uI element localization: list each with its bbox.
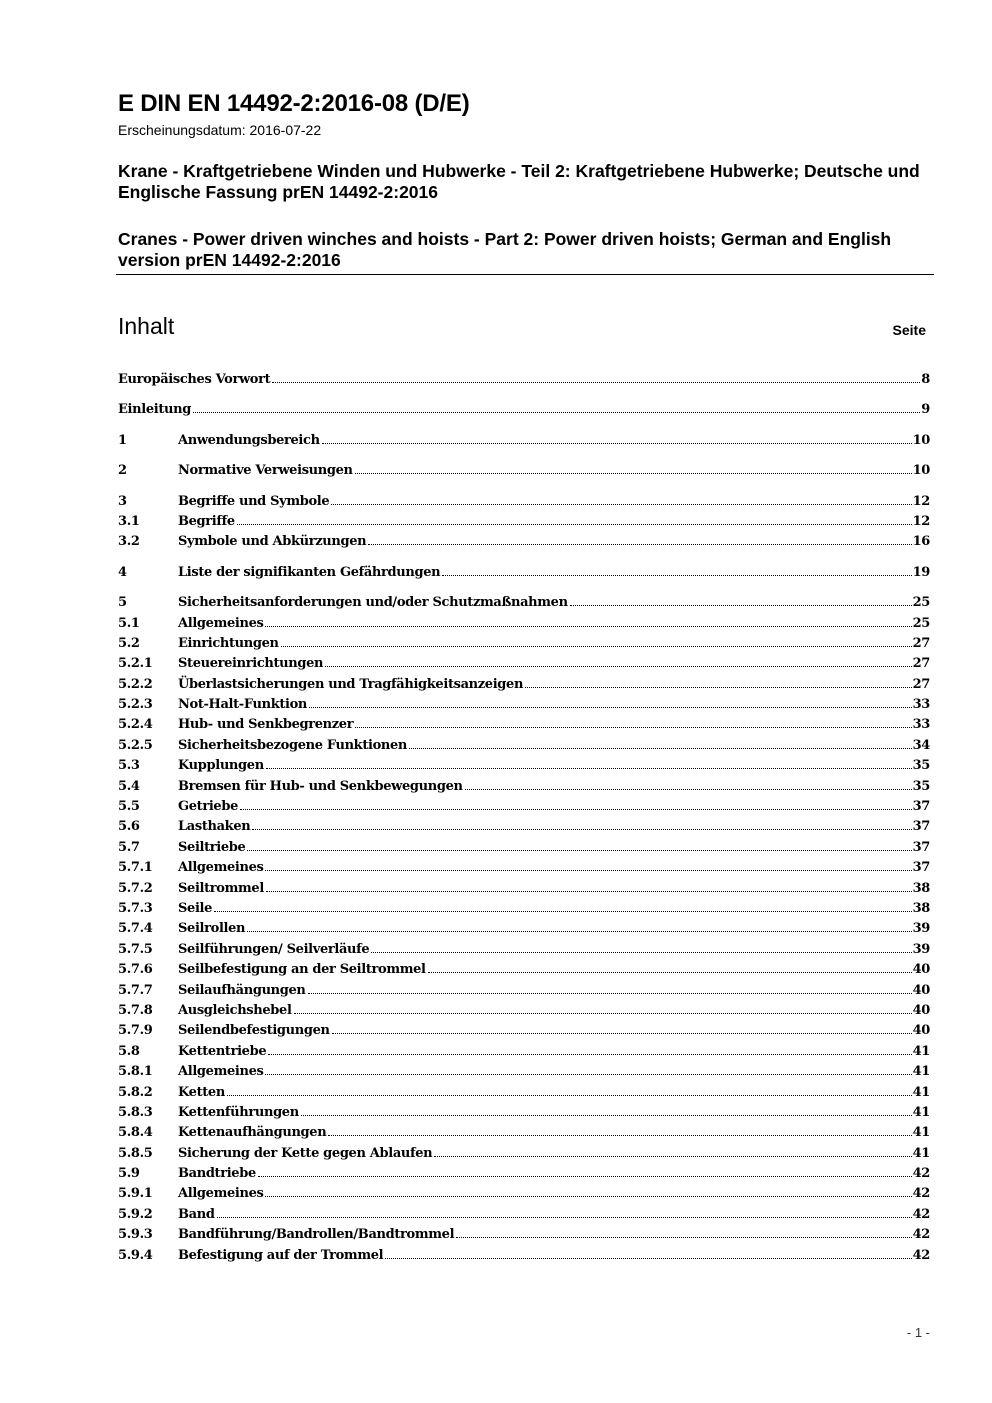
toc-entry-page: 10 <box>912 432 930 448</box>
toc-entry-title: Begriffe und Symbole <box>178 493 330 509</box>
publication-date: Erscheinungsdatum: 2016-07-22 <box>118 122 322 138</box>
toc-entry-number: 5.2.1 <box>118 656 153 672</box>
toc-entry-title: Normative Verweisungen <box>178 463 353 479</box>
document-id: E DIN EN 14492-2:2016-08 (D/E) <box>118 90 470 117</box>
toc-entry-number: 5.9.2 <box>118 1206 153 1222</box>
toc-entry[interactable] <box>118 634 930 654</box>
title-english: Cranes - Power driven winches and hoists - Part 2: Power driven hoists; German and English version prEN 14492-2:2016 <box>118 229 892 270</box>
toc-entry[interactable] <box>118 1225 930 1245</box>
toc-entry-title: Anwendungsbereich <box>178 432 320 448</box>
toc-dot-leader <box>385 1258 911 1259</box>
toc-dot-leader <box>252 829 911 830</box>
toc-entry-page: 27 <box>912 656 930 672</box>
toc-entry-number: 5.6 <box>118 819 140 835</box>
toc-entry-page: 38 <box>912 900 930 916</box>
toc-entry[interactable] <box>118 1205 930 1225</box>
toc-dot-leader <box>294 1013 912 1014</box>
toc-entry-page: 40 <box>912 1002 930 1018</box>
toc-entry-page: 42 <box>912 1227 930 1243</box>
toc-entry-title: Seiltrommel <box>178 880 264 896</box>
toc-entry[interactable] <box>118 400 930 420</box>
toc-entry-page: 27 <box>912 676 930 692</box>
toc-entry-page: 25 <box>912 615 930 631</box>
toc-entry-page: 9 <box>921 402 930 418</box>
page-number: - 1 - <box>906 1325 930 1340</box>
toc-entry-page: 41 <box>912 1043 930 1059</box>
toc-entry[interactable] <box>118 1144 930 1164</box>
toc-entry-number: 1 <box>118 432 127 448</box>
toc-entry-title: Getriebe <box>178 799 238 815</box>
toc-entry-page: 41 <box>912 1084 930 1100</box>
toc-dot-leader <box>240 809 912 810</box>
toc-entry-page: 10 <box>912 463 930 479</box>
toc-entry-title: Steuereinrichtungen <box>178 656 324 672</box>
toc-entry[interactable] <box>118 715 930 735</box>
toc-entry-number: 5.7.3 <box>118 900 153 916</box>
toc-entry-number: 5.2.2 <box>118 676 153 692</box>
toc-entry-page: 41 <box>912 1125 930 1141</box>
toc-entry-number: 5 <box>118 595 127 611</box>
toc-entry-page: 37 <box>912 819 930 835</box>
toc-entry-title: Ausgleichshebel <box>178 1002 292 1018</box>
toc-entry-title: Bandführung/Bandrollen/Bandtrommel <box>178 1227 455 1243</box>
toc-entry-page: 41 <box>912 1064 930 1080</box>
toc-dot-leader <box>265 1074 911 1075</box>
toc-dot-leader <box>272 382 920 383</box>
toc-entry[interactable] <box>118 593 930 613</box>
toc-entry-page: 41 <box>912 1104 930 1120</box>
toc-dot-leader <box>355 473 912 474</box>
toc-entry-title: Not-Halt-Funktion <box>178 697 308 713</box>
toc-entry-page: 33 <box>912 717 930 733</box>
toc-entry-number: 3.1 <box>118 513 140 529</box>
toc-dot-leader <box>265 870 911 871</box>
toc-entry-number: 5.8.1 <box>118 1064 153 1080</box>
toc-dot-leader <box>368 544 911 545</box>
toc-entry-title: Seilrollen <box>178 921 246 937</box>
toc-entry-page: 40 <box>912 982 930 998</box>
toc-entry[interactable] <box>118 1164 930 1184</box>
toc-entry[interactable] <box>118 981 930 1001</box>
toc-entry[interactable] <box>118 899 930 919</box>
toc-entry[interactable] <box>118 817 930 837</box>
toc-entry-page: 25 <box>912 595 930 611</box>
toc-entry-page: 42 <box>912 1247 930 1263</box>
toc-dot-leader <box>266 768 912 769</box>
toc-entry[interactable] <box>118 370 930 390</box>
toc-dot-leader <box>265 1196 911 1197</box>
toc-entry[interactable] <box>118 1001 930 1021</box>
toc-entry-number: 5.8.4 <box>118 1125 153 1141</box>
toc-dot-leader <box>247 931 911 932</box>
toc-entry-title: Begriffe <box>178 513 235 529</box>
toc-entry-page: 39 <box>912 921 930 937</box>
toc-dot-leader <box>428 972 912 973</box>
toc-entry[interactable] <box>118 431 930 451</box>
toc-entry-page: 40 <box>912 962 930 978</box>
toc-dot-leader <box>332 1033 912 1034</box>
toc-entry-number: 5.4 <box>118 778 140 794</box>
toc-entry-page: 38 <box>912 880 930 896</box>
toc-entry-number: 5.9.4 <box>118 1247 153 1263</box>
toc-entry-page: 35 <box>912 778 930 794</box>
toc-entry-title: Kettenführungen <box>178 1104 299 1120</box>
toc-entry-title: Einrichtungen <box>178 635 279 651</box>
toc-dot-leader <box>371 952 911 953</box>
toc-entry[interactable] <box>118 1062 930 1082</box>
toc-entry[interactable] <box>118 858 930 878</box>
toc-entry[interactable] <box>118 940 930 960</box>
toc-entry-number: 5.7.8 <box>118 1002 153 1018</box>
toc-entry-number: 5.2 <box>118 635 140 651</box>
toc-entry-page: 16 <box>912 534 930 550</box>
toc-entry-title: Symbole und Abkürzungen <box>178 534 367 550</box>
toc-entry-page: 42 <box>912 1166 930 1182</box>
toc-entry[interactable] <box>118 1042 930 1062</box>
toc-entry-number: 5.8 <box>118 1043 140 1059</box>
toc-entry-title: Allgemeines <box>178 860 264 876</box>
toc-entry-number: 5.8.5 <box>118 1145 153 1161</box>
toc-entry[interactable] <box>118 512 930 532</box>
toc-entry-page: 37 <box>912 839 930 855</box>
toc-entry[interactable] <box>118 675 930 695</box>
toc-entry-title: Seile <box>178 900 213 916</box>
toc-entry-title: Seiltriebe <box>178 839 246 855</box>
table-of-contents <box>118 370 930 1266</box>
toc-dot-leader <box>193 412 920 413</box>
toc-entry-title: Seilführungen/ Seilverläufe <box>178 941 370 957</box>
toc-entry-title: Bandtriebe <box>178 1166 256 1182</box>
toc-entry-title: Europäisches Vorwort <box>118 372 271 387</box>
toc-dot-leader <box>268 1054 911 1055</box>
toc-entry-page: 42 <box>912 1186 930 1202</box>
toc-dot-leader <box>308 993 912 994</box>
toc-entry[interactable] <box>118 1021 930 1041</box>
toc-dot-leader <box>328 1135 911 1136</box>
toc-entry[interactable] <box>118 797 930 817</box>
toc-entry-number: 5.7.7 <box>118 982 153 998</box>
toc-entry-title: Kupplungen <box>178 758 264 774</box>
toc-entry-title: Allgemeines <box>178 1064 264 1080</box>
toc-dot-leader <box>265 626 911 627</box>
toc-entry-number: 5.7 <box>118 839 140 855</box>
toc-entry-number: 5.7.9 <box>118 1023 153 1039</box>
toc-entry-number: 5.9.1 <box>118 1186 153 1202</box>
toc-dot-leader <box>456 1237 911 1238</box>
toc-entry-page: 8 <box>921 372 930 387</box>
toc-entry-number: 5.8.3 <box>118 1104 153 1120</box>
toc-entry-number: 5.3 <box>118 758 140 774</box>
toc-dot-leader <box>309 707 912 708</box>
toc-entry[interactable] <box>118 838 930 858</box>
toc-entry[interactable] <box>118 695 930 715</box>
toc-dot-leader <box>266 891 912 892</box>
toc-dot-leader <box>570 605 912 606</box>
toc-entry-page: 39 <box>912 941 930 957</box>
toc-dot-leader <box>217 1217 912 1218</box>
toc-entry-number: 5.7.4 <box>118 921 153 937</box>
toc-heading: Inhalt <box>118 313 175 339</box>
toc-entry-number: 3.2 <box>118 534 140 550</box>
toc-entry-page: 33 <box>912 697 930 713</box>
toc-dot-leader <box>355 727 911 728</box>
toc-entry[interactable] <box>118 777 930 797</box>
toc-entry-title: Kettentriebe <box>178 1043 267 1059</box>
toc-entry-title: Sicherung der Kette gegen Ablaufen <box>178 1145 433 1161</box>
toc-entry-title: Liste der signifikanten Gefährdungen <box>178 564 441 580</box>
toc-entry-number: 5.7.2 <box>118 880 153 896</box>
toc-entry-title: Hub- und Senkbegrenzer <box>178 717 354 733</box>
toc-dot-leader <box>258 1176 912 1177</box>
toc-entry-number: 5.9 <box>118 1166 140 1182</box>
toc-entry-title: Allgemeines <box>178 615 264 631</box>
title-german: Krane - Kraftgetriebene Winden und Hubwerke - Teil 2: Kraftgetriebene Hubwerke; Deutsche und Englische Fassung prEN 14492-2:2016 <box>118 161 920 202</box>
toc-entry-page: 42 <box>912 1206 930 1222</box>
toc-entry[interactable] <box>118 461 930 481</box>
toc-entry-number: 4 <box>118 564 127 580</box>
toc-entry-number: 5.7.1 <box>118 860 153 876</box>
toc-entry-page: 19 <box>912 564 930 580</box>
toc-entry-number: 5.2.5 <box>118 737 153 753</box>
toc-entry-page: 35 <box>912 758 930 774</box>
toc-entry[interactable] <box>118 563 930 583</box>
toc-entry-title: Kettenaufhängungen <box>178 1125 327 1141</box>
toc-dot-leader <box>247 850 911 851</box>
toc-entry[interactable] <box>118 756 930 776</box>
toc-entry-page: 12 <box>912 513 930 529</box>
toc-dot-leader <box>227 1095 912 1096</box>
toc-entry[interactable] <box>118 654 930 674</box>
toc-entry-title: Befestigung auf der Trommel <box>178 1247 384 1263</box>
toc-page-column-label: Seite <box>892 322 926 338</box>
toc-dot-leader <box>301 1115 912 1116</box>
toc-entry-title: Allgemeines <box>178 1186 264 1202</box>
toc-entry[interactable] <box>118 1103 930 1123</box>
toc-entry-number: 5.9.3 <box>118 1227 153 1243</box>
toc-entry-title: Seilaufhängungen <box>178 982 306 998</box>
title-divider <box>116 274 934 275</box>
toc-entry-title: Seilendbefestigungen <box>178 1023 330 1039</box>
toc-entry-title: Seilbefestigung an der Seiltrommel <box>178 962 426 978</box>
toc-dot-leader <box>434 1156 911 1157</box>
toc-dot-leader <box>409 748 912 749</box>
toc-entry[interactable] <box>118 1123 930 1143</box>
toc-entry-title: Überlastsicherungen und Tragfähigkeitsanzeigen <box>178 676 524 692</box>
toc-entry-page: 27 <box>912 635 930 651</box>
toc-entry[interactable] <box>118 960 930 980</box>
toc-entry-number: 5.2.4 <box>118 717 153 733</box>
toc-dot-leader <box>237 524 912 525</box>
toc-dot-leader <box>281 646 912 647</box>
toc-dot-leader <box>214 911 912 912</box>
toc-entry-page: 37 <box>912 860 930 876</box>
toc-entry-title: Bremsen für Hub- und Senkbewegungen <box>178 778 463 794</box>
toc-entry-title: Ketten <box>178 1084 225 1100</box>
toc-entry[interactable] <box>118 1083 930 1103</box>
toc-entry-page: 34 <box>912 737 930 753</box>
toc-dot-leader <box>525 687 912 688</box>
toc-entry-number: 5.2.3 <box>118 697 153 713</box>
toc-dot-leader <box>442 575 911 576</box>
toc-entry-title: Einleitung <box>118 402 191 418</box>
toc-dot-leader <box>465 789 912 790</box>
toc-dot-leader <box>325 666 911 667</box>
toc-entry-number: 5.7.6 <box>118 962 153 978</box>
toc-entry-page: 41 <box>912 1145 930 1161</box>
toc-entry[interactable] <box>118 532 930 552</box>
toc-dot-leader <box>322 443 912 444</box>
toc-entry-number: 5.7.5 <box>118 941 153 957</box>
toc-entry[interactable] <box>118 492 930 512</box>
toc-entry[interactable] <box>118 614 930 634</box>
toc-entry-page: 12 <box>912 493 930 509</box>
toc-entry[interactable] <box>118 919 930 939</box>
toc-entry[interactable] <box>118 879 930 899</box>
toc-entry[interactable] <box>118 736 930 756</box>
toc-entry[interactable] <box>118 1246 930 1266</box>
toc-entry[interactable] <box>118 1184 930 1204</box>
toc-entry-title: Band <box>178 1206 215 1222</box>
toc-entry-number: 5.1 <box>118 615 140 631</box>
toc-entry-number: 2 <box>118 463 127 479</box>
toc-entry-number: 3 <box>118 493 127 509</box>
toc-entry-number: 5.5 <box>118 799 140 815</box>
toc-entry-page: 40 <box>912 1023 930 1039</box>
toc-entry-title: Lasthaken <box>178 819 251 835</box>
toc-entry-title: Sicherheitsanforderungen und/oder Schutzmaßnahmen <box>178 595 568 611</box>
toc-entry-number: 5.8.2 <box>118 1084 153 1100</box>
toc-dot-leader <box>331 504 911 505</box>
toc-entry-title: Sicherheitsbezogene Funktionen <box>178 737 408 753</box>
toc-entry-page: 37 <box>912 799 930 815</box>
